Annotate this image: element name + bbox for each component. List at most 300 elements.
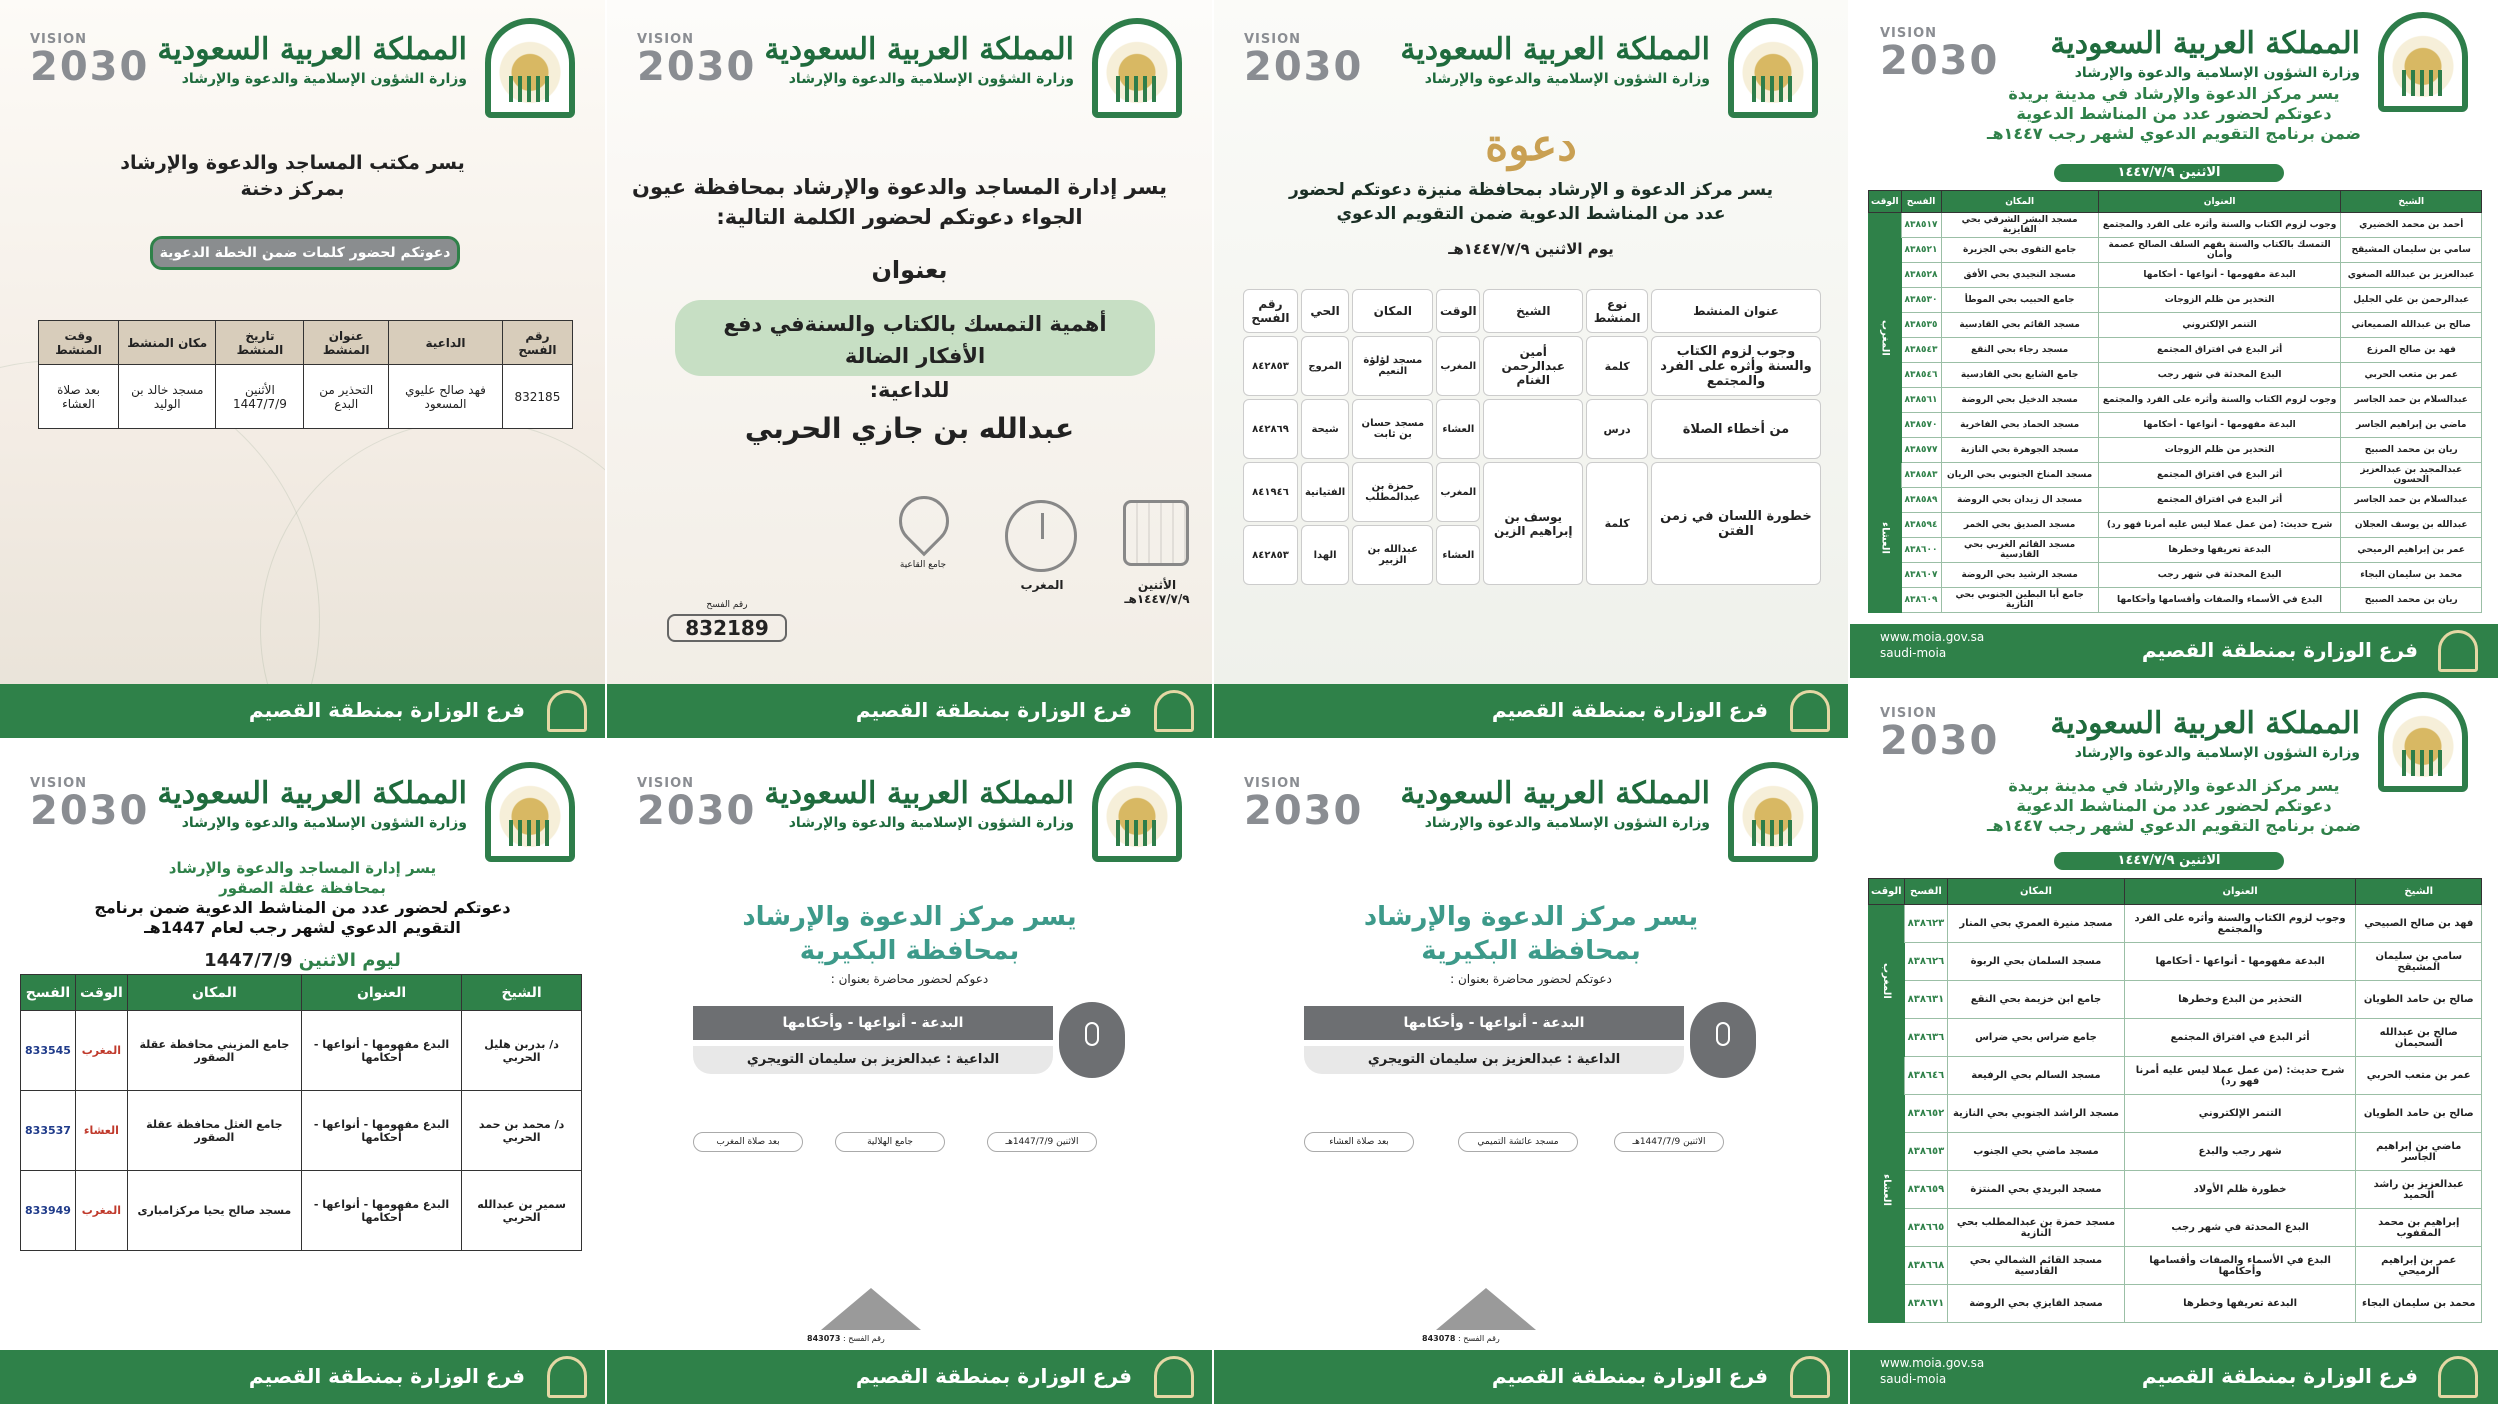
poster-header — [30, 18, 575, 128]
footer-branch: فرع الوزارة بمنطقة القصيم — [2141, 1364, 2418, 1388]
vision-year: 2030 — [637, 44, 757, 90]
poster-line1: يسر مكتب المساجد والدعوة والإرشاد — [120, 152, 465, 174]
table-cell: مسجد البشر الشرقي بحي الفايزية — [1941, 213, 2098, 238]
table-cell: مسجد النجيدي بحي الأفق — [1941, 263, 2098, 288]
vision-label: VISION — [1880, 26, 1938, 41]
table-cell: ٨٣٨٥٣٠ — [1901, 288, 1941, 313]
column-header: نوع المنشط — [1586, 289, 1648, 333]
table-cell: جامع التقوى بحي الجزيرة — [1941, 238, 2098, 263]
table-cell: ٨٣٨٥٦١ — [1901, 388, 1941, 413]
table-row — [1869, 1133, 2482, 1171]
event-day: الأثنين — [1137, 578, 1177, 592]
day-label: ليوم الاثنين — [298, 950, 401, 971]
table-cell: المغرب — [1436, 336, 1480, 396]
table-cell: المغرب — [75, 1011, 127, 1091]
column-header: الشيخ — [2341, 191, 2482, 213]
ministry-name: وزارة الشؤون الإسلامية والدعوة والإرشاد — [2074, 745, 2360, 761]
vision-2030-logo — [30, 32, 150, 90]
poster-buraidah-maghrib — [1850, 0, 2500, 680]
poster-footer — [0, 1350, 605, 1404]
vision-year: 2030 — [30, 44, 150, 90]
column-header: الداعية — [389, 321, 503, 365]
poster-header — [1880, 12, 2468, 84]
table-cell: مسجد حمزة بن عبدالمطلب بحي النازية — [1948, 1209, 2124, 1247]
vision-label: VISION — [1244, 32, 1302, 47]
table-cell: عبدالله بن الزبير — [1352, 525, 1433, 585]
table-row — [1869, 1019, 2482, 1057]
table-cell: 833537 — [21, 1091, 76, 1171]
table-cell: جامع أبا البطين الجنوبي بحي النازية — [1941, 588, 2098, 613]
table-row — [1869, 1095, 2482, 1133]
ministry-block — [157, 776, 467, 833]
vision-2030-logo — [637, 776, 757, 834]
table-cell: شهر رجب والبدع — [2124, 1133, 2356, 1171]
speaker-name: الداعية : عبدالعزيز بن سليمان التويجري — [1304, 1046, 1684, 1074]
vision-2030-logo — [1244, 32, 1364, 90]
table-cell: وجوب لزوم الكتاب والسنة وأثره على الفرد والمجتمع — [2098, 388, 2341, 413]
table-cell: ٨٣٨٦٧١ — [1904, 1285, 1948, 1323]
vision-label: VISION — [1880, 706, 1938, 721]
table-cell: عمر بن متعب الحربي — [2356, 1057, 2482, 1095]
ministry-name: وزارة الشؤون الإسلامية والدعوة والإرشاد — [788, 71, 1074, 87]
poster-footer — [1214, 684, 1848, 738]
table-row — [1869, 943, 2482, 981]
vision-year: 2030 — [637, 788, 757, 834]
column-header: الفسح — [1904, 879, 1948, 905]
table-row — [1869, 338, 2482, 363]
table-cell: عبدالعزيز بن راشد الحميد — [2356, 1171, 2482, 1209]
date-pill: الاثنين ١٤٤٧/٧/٩ — [2054, 164, 2284, 182]
table-cell: عبدالله بن يوسف العجلان — [2341, 513, 2482, 538]
poster-header — [1244, 18, 1818, 128]
ministry-mini-emblem-icon — [1154, 1356, 1194, 1398]
table-cell: مسجد خالد بن الوليد — [119, 365, 216, 429]
invite-text: دعوتكم لحضور محاضرة بعنوان : — [1450, 972, 1612, 986]
permit-label: رقم الفسح : — [1457, 1334, 1500, 1343]
table-cell: 833949 — [21, 1171, 76, 1251]
footer-branch: فرع الوزارة بمنطقة القصيم — [855, 698, 1132, 722]
permit-label: رقم الفسح : — [842, 1334, 885, 1343]
footer-branch: فرع الوزارة بمنطقة القصيم — [1491, 1364, 1768, 1388]
table-cell: أحمد بن محمد الخضيري — [2341, 213, 2482, 238]
footer-branch: فرع الوزارة بمنطقة القصيم — [855, 1364, 1132, 1388]
table-cell: عمر بن متعب الحربي — [2341, 363, 2482, 388]
poster-footer — [607, 684, 1212, 738]
table-cell: ٨٣٨٦٠٠ — [1901, 538, 1941, 563]
column-header: الشيخ — [2356, 879, 2482, 905]
table-cell: أثر البدع في افتراق المجتمع — [2098, 463, 2341, 488]
table-cell: المغرب — [1436, 462, 1480, 522]
poster-line3: دعوتكم لحضور عدد من المناشط الدعوية ضمن برنامج — [94, 898, 511, 917]
column-header: الفسح — [1901, 191, 1941, 213]
table-cell: ٨٣٨٦٢٦ — [1904, 943, 1948, 981]
event-place: جامع القاعية — [899, 560, 947, 570]
event-date: الاثنين 1447/7/9هـ — [1614, 1132, 1724, 1152]
ministry-mini-emblem-icon — [547, 690, 587, 732]
table-cell: ٨٣٨٥٣٥ — [1901, 313, 1941, 338]
table-cell: مسجد الدخيل بحي الروضة — [1941, 388, 2098, 413]
table-row — [1869, 463, 2482, 488]
poster-line2: بمحافظة البكيرية — [1421, 936, 1641, 966]
table-cell: ٨٣٨٦٢٣ — [1904, 905, 1948, 943]
vision-year: 2030 — [30, 788, 150, 834]
activity-type: درس — [1586, 399, 1648, 459]
table-cell: الهدا — [1301, 525, 1349, 585]
column-header: الفسح — [21, 975, 76, 1011]
table-cell: خطورة ظلم الأولاد — [2124, 1171, 2356, 1209]
ministry-block — [1400, 776, 1710, 833]
table-cell: التحذير من البدع وخطرها — [2124, 981, 2356, 1019]
ministry-block — [764, 776, 1074, 833]
table-cell: ٨٣٨٥٢١ — [1901, 238, 1941, 263]
table-cell: مسجد المناخ الجنوبي بحي الريان — [1941, 463, 2098, 488]
table-cell: عمر بن إبراهيم الرميحي — [2341, 538, 2482, 563]
ministry-name: وزارة الشؤون الإسلامية والدعوة والإرشاد — [181, 815, 467, 831]
table-cell: ٨٤٢٨٥٣ — [1243, 525, 1298, 585]
table-cell: التحذير من ظلم الزوجات — [2098, 438, 2341, 463]
table-cell: البدع مفهومها - أنواعها - أحكامها — [301, 1091, 461, 1171]
table-cell: شرح حديث: (من عمل عملا ليس عليه أمرنا فهو رد) — [2124, 1057, 2356, 1095]
table-cell: جامع الحبيب بحي الموطأ — [1941, 288, 2098, 313]
table-cell: فهد بن صالح الصبيحي — [2356, 905, 2482, 943]
table-row — [1869, 388, 2482, 413]
table-cell: مسجد السلمان بحي الربوة — [1948, 943, 2124, 981]
table-row — [1869, 1247, 2482, 1285]
ministry-block — [1400, 32, 1710, 89]
table-cell: ٨٤٢٨٦٩ — [1243, 399, 1298, 459]
activity-table — [1868, 190, 2482, 613]
vision-2030-logo — [1244, 776, 1364, 834]
ministry-block — [2050, 706, 2360, 763]
poster-line1: يسر إدارة المساجد والدعوة والإرشاد — [168, 859, 437, 877]
table-row — [1869, 563, 2482, 588]
clock-icon — [1005, 500, 1077, 572]
table-cell: مسجد السالم بحي الرفيعة — [1948, 1057, 2124, 1095]
table-row — [1869, 981, 2482, 1019]
table-cell: مسجد الحماد بحي الفاخرية — [1941, 413, 2098, 438]
decorative-triangle — [1436, 1288, 1536, 1330]
microphone-icon — [1690, 1002, 1756, 1078]
ministry-emblem-icon — [1092, 762, 1182, 862]
table-cell: مسجد القائم الغربي بحي القادسية — [1941, 538, 2098, 563]
event-time: المغرب — [1020, 578, 1064, 592]
activity-type: كلمة — [1586, 336, 1648, 396]
table-cell: مسجد صالح يحيا مركزامبارى — [127, 1171, 301, 1251]
column-header: العنوان — [2124, 879, 2356, 905]
column-header: عنوان المنشط — [304, 321, 389, 365]
column-header: تاريخ المنشط — [216, 321, 304, 365]
poster-line2: بمحافظة البكيرية — [799, 936, 1020, 966]
poster-line1: يسر مركز الدعوة والإرشاد — [1363, 902, 1699, 932]
kingdom-name: المملكة العربية السعودية — [157, 32, 467, 67]
day-date: 1447/7/9 — [204, 950, 293, 971]
table-row — [1869, 263, 2482, 288]
table-cell: مسجد منيرة العمري بحي المنار — [1948, 905, 2124, 943]
table-cell: ٨٣٨٥٨٩ — [1901, 488, 1941, 513]
vision-label: VISION — [1244, 776, 1302, 791]
ministry-emblem-icon — [1728, 18, 1818, 118]
lecture-title: البدعة - أنواعها - وأحكامها — [1304, 1006, 1684, 1040]
event-time: بعد صلاة العشاء — [1304, 1132, 1414, 1152]
poster-header — [1880, 692, 2468, 772]
ministry-name: وزارة الشؤون الإسلامية والدعوة والإرشاد — [2074, 65, 2360, 81]
social-handle: saudi-moia — [1880, 1372, 1947, 1386]
table-cell: البدع مفهومها - أنواعها - أحكامها — [301, 1011, 461, 1091]
table-cell: مسجد القائم الشمالي بحي القادسية — [1948, 1247, 2124, 1285]
table-cell: ٨٣٨٦٣٦ — [1904, 1019, 1948, 1057]
poster-bukayriyah-isha — [1214, 740, 1850, 1406]
table-row — [1869, 588, 2482, 613]
table-cell: أثر البدع في افتراق المجتمع — [2124, 1019, 2356, 1057]
table-cell: الأثنين 1447/7/9 — [216, 365, 304, 429]
poster-line1: يسر مركز الدعوة والإرشاد في مدينة بريدة — [2008, 84, 2340, 103]
table-cell: ٨٣٨٦٥٩ — [1904, 1171, 1948, 1209]
table-cell: مسجد الصديق بحي الخمر — [1941, 513, 2098, 538]
table-cell: البدعة مفهومها - أنواعها - أحكامها — [2124, 943, 2356, 981]
ministry-block — [764, 32, 1074, 89]
table-cell: الفتيانية — [1301, 462, 1349, 522]
column-header: الشيخ — [1483, 289, 1583, 333]
prayer-time-label: المغرب — [1869, 905, 1905, 1057]
table-row — [1869, 1209, 2482, 1247]
table-cell: ريان بن محمد الصبيح — [2341, 438, 2482, 463]
ministry-mini-emblem-icon — [1154, 690, 1194, 732]
calendar-icon — [1123, 500, 1189, 566]
table-cell: فهد صالح عليوي المسعود — [389, 365, 503, 429]
location-pin-icon — [889, 486, 960, 557]
decorative-triangle — [821, 1288, 921, 1330]
column-header: المكان — [1941, 191, 2098, 213]
table-cell: التحذير من البدع — [304, 365, 389, 429]
table-row — [21, 1171, 582, 1251]
table-cell: البدعة مفهومها - أنواعها - أحكامها — [2098, 413, 2341, 438]
event-place: مسجد عائشة التميمي — [1458, 1132, 1578, 1152]
event-place: جامع الهلالية — [835, 1132, 945, 1152]
ministry-name: وزارة الشؤون الإسلامية والدعوة والإرشاد — [1424, 815, 1710, 831]
table-cell: ٨٣٨٥٧٧ — [1901, 438, 1941, 463]
column-header: رقم الفسح — [502, 321, 572, 365]
column-header: العنوان — [301, 975, 461, 1011]
table-cell: صالح بن حامد الطويان — [2356, 981, 2482, 1019]
table-cell: فهد بن صالح المرزع — [2341, 338, 2482, 363]
ministry-mini-emblem-icon — [1790, 1356, 1830, 1398]
kingdom-name: المملكة العربية السعودية — [2050, 26, 2360, 61]
table-cell: ٨٤١٩٤٦ — [1243, 462, 1298, 522]
ministry-emblem-icon — [485, 762, 575, 862]
table-row — [21, 1011, 582, 1091]
poster-line2: دعوتكم لحضور عدد من المناشط الدعوية — [2016, 796, 2332, 815]
social-handle: saudi-moia — [1880, 646, 1947, 660]
poster-line3: ضمن برنامج التقويم الدعوي لشهر رجب ١٤٤٧هـ — [1986, 124, 2361, 143]
kingdom-name: المملكة العربية السعودية — [764, 32, 1074, 67]
table-cell: سامي بن سليمان المشيقح — [2356, 943, 2482, 981]
vision-year: 2030 — [1244, 44, 1364, 90]
table-cell: وجوب لزوم الكتاب والسنة وأثره على الفرد والمجتمع — [2098, 213, 2341, 238]
column-header: الحي — [1301, 289, 1349, 333]
table-cell: ٨٣٨٦٥٣ — [1904, 1133, 1948, 1171]
table-cell: شرح حديث: (من عمل عملا ليس عليه أمرنا فهو رد) — [2098, 513, 2341, 538]
table-cell: ٨٣٨٦٦٨ — [1904, 1247, 1948, 1285]
table-cell: المغرب — [75, 1171, 127, 1251]
activity-title: من أخطاء الصلاة — [1651, 399, 1821, 459]
vision-year: 2030 — [1244, 788, 1364, 834]
table-cell: التحذير من ظلم الزوجات — [2098, 288, 2341, 313]
ministry-mini-emblem-icon — [2438, 630, 2478, 672]
table-cell: سمير بن عبدالله الحربي — [462, 1171, 582, 1251]
table-cell: جامع الغثل محافظة عقلة الصقور — [127, 1091, 301, 1171]
table-cell: البدع في الأسماء والصفات وأقسامها وأحكامها — [2098, 588, 2341, 613]
table-cell: عبدالعزيز بن عبدالله الصغوي — [2341, 263, 2482, 288]
poster-buraidah-isha — [1850, 680, 2500, 1406]
table-row — [1869, 213, 2482, 238]
table-cell: البدع في الأسماء والصفات وأقسامها وأحكامها — [2124, 1247, 2356, 1285]
sheikh-name — [1483, 399, 1583, 459]
table-cell: مسجد ماضي بحي الجنوب — [1948, 1133, 2124, 1171]
davah-calligraphy: دعوة — [1485, 120, 1577, 171]
table-cell: العشاء — [75, 1091, 127, 1171]
ministry-name: وزارة الشؤون الإسلامية والدعوة والإرشاد — [1424, 71, 1710, 87]
footer-branch: فرع الوزارة بمنطقة القصيم — [1491, 698, 1768, 722]
table-cell: شيحة — [1301, 399, 1349, 459]
vision-label: VISION — [30, 32, 88, 47]
kingdom-name: المملكة العربية السعودية — [2050, 706, 2360, 741]
table-cell: جامع الشايع بحي القادسية — [1941, 363, 2098, 388]
table-cell: ٨٣٨٥١٧ — [1901, 213, 1941, 238]
poster-line3: ضمن برنامج التقويم الدعوي لشهر رجب ١٤٤٧هـ — [1986, 816, 2361, 835]
table-row — [1869, 1171, 2482, 1209]
table-cell: ٨٤٢٨٥٣ — [1243, 336, 1298, 396]
kingdom-name: المملكة العربية السعودية — [1400, 32, 1710, 67]
invite-text: دعوكم لحضور محاضرة بعنوان : — [830, 972, 989, 986]
poster-line4: التقويم الدعوي لشهر رجب لعام 1447هـ — [144, 918, 461, 937]
event-date: يوم الاثنين ١٤٤٧/٧/٩هـ — [1448, 240, 1614, 258]
table-cell: مسجد الجوهرة بحي النازية — [1941, 438, 2098, 463]
table-row — [1869, 413, 2482, 438]
table-cell: وجوب لزوم الكتاب والسنة وأثره على الفرد والمجتمع — [2124, 905, 2356, 943]
table-cell: ٨٣٨٥٩٤ — [1901, 513, 1941, 538]
event-date: الاثنين 1447/7/9هـ — [987, 1132, 1097, 1152]
site-url: www.moia.gov.sa — [1880, 1356, 1985, 1370]
permit-number: 843078 — [1422, 1334, 1456, 1343]
table-row — [1869, 538, 2482, 563]
table-cell: إبراهيم بن محمد المقفوب — [2356, 1209, 2482, 1247]
activity-table — [1868, 878, 2482, 1323]
column-header: عنوان المنشط — [1651, 289, 1821, 333]
table-row — [1869, 905, 2482, 943]
table-cell: مسجد رجاء بحي النقع — [1941, 338, 2098, 363]
speaker-name: عبدالله بن جازي الحربي — [744, 412, 1075, 445]
footer-branch: فرع الوزارة بمنطقة القصيم — [248, 698, 525, 722]
table-cell: أثر البدع في افتراق المجتمع — [2098, 488, 2341, 513]
poster-line2: بمركز دخنة — [240, 178, 345, 200]
table-cell: ماضي بن إبراهيم الجاسر — [2356, 1133, 2482, 1171]
activity-type: كلمة — [1586, 462, 1648, 585]
table-cell: مسجد الفايزي بحي الروضة — [1948, 1285, 2124, 1323]
vision-year: 2030 — [1880, 718, 2000, 764]
table-cell: صالح بن عبدالله الصميعاني — [2341, 313, 2482, 338]
table-row — [1869, 1057, 2482, 1095]
column-header: الشيخ — [462, 975, 582, 1011]
ministry-name: وزارة الشؤون الإسلامية والدعوة والإرشاد — [181, 71, 467, 87]
table-cell: التنمر الإلكتروني — [2124, 1095, 2356, 1133]
prayer-time-label: العشاء — [1869, 463, 1902, 613]
table-cell: المروج — [1301, 336, 1349, 396]
poster-uyun-aljiwa — [607, 0, 1214, 740]
poster-line1: يسر مركز الدعوة والإرشاد — [742, 902, 1077, 932]
table-cell: البدع مفهومها - أنواعها - أحكامها — [301, 1171, 461, 1251]
column-header: الوقت — [1869, 879, 1905, 905]
table-cell: البدع المحدثة في شهر رجب — [2098, 363, 2341, 388]
table-row — [1869, 488, 2482, 513]
table-cell: بعد صلاة العشاء — [39, 365, 119, 429]
poster-line2: بمحافظة عقلة الصقور — [219, 879, 386, 897]
column-header: رقم الفسح — [1243, 289, 1298, 333]
table-cell: 832185 — [502, 365, 572, 429]
table-row — [1869, 313, 2482, 338]
table-cell: محمد بن سليمان البجاء — [2341, 563, 2482, 588]
table-cell: التنمر الإلكتروني — [2098, 313, 2341, 338]
poster-header — [30, 762, 575, 872]
sheikh-name: أمين عبدالرحمن الغنام — [1483, 336, 1583, 396]
event-date: ١٤٤٧/٧/٩هـ — [1124, 592, 1190, 606]
ministry-mini-emblem-icon — [2438, 1356, 2478, 1398]
table-row — [1869, 363, 2482, 388]
table-cell: عبدالسلام بن حمد الجاسر — [2341, 488, 2482, 513]
table-cell: ٨٣٨٥٧٠ — [1901, 413, 1941, 438]
microphone-icon — [1059, 1002, 1125, 1078]
prayer-time-label: العشاء — [1869, 1057, 1905, 1323]
table-cell: عبدالمجيد بن عبدالعزيز الحسون — [2341, 463, 2482, 488]
vision-2030-logo — [30, 776, 150, 834]
table-cell: عبدالسلام بن حمد الجاسر — [2341, 388, 2482, 413]
table-row — [1869, 288, 2482, 313]
column-header: الوقت — [1869, 191, 1902, 213]
poster-line1: يسر مركز الدعوة والإرشاد في مدينة بريدة — [2008, 776, 2340, 795]
ministry-name: وزارة الشؤون الإسلامية والدعوة والإرشاد — [788, 815, 1074, 831]
poster-footer — [0, 684, 605, 738]
table-row — [1243, 462, 1821, 522]
table-cell: ٨٣٨٦٠٧ — [1901, 563, 1941, 588]
ministry-emblem-icon — [485, 18, 575, 118]
kingdom-name: المملكة العربية السعودية — [1400, 776, 1710, 811]
table-cell: ٨٣٨٥٤٦ — [1901, 363, 1941, 388]
ministry-mini-emblem-icon — [1790, 690, 1830, 732]
ministry-block — [157, 32, 467, 89]
poster-uqlat-alsuqur — [0, 740, 607, 1406]
table-cell: ٨٣٨٦٤٦ — [1904, 1057, 1948, 1095]
table-cell: ريان بن محمد الصبيح — [2341, 588, 2482, 613]
footer-branch: فرع الوزارة بمنطقة القصيم — [248, 1364, 525, 1388]
table-cell: العشاء — [1436, 399, 1480, 459]
table-cell: جامع ضراس بحي ضراس — [1948, 1019, 2124, 1057]
site-url: www.moia.gov.sa — [1880, 630, 1985, 644]
lecture-title: البدعة - أنواعها - وأحكامها — [693, 1006, 1053, 1040]
table-cell: ٨٣٨٦٠٩ — [1901, 588, 1941, 613]
table-cell: ماضي بن إبراهيم الجاسر — [2341, 413, 2482, 438]
invite-banner: دعوتكم لحضور كلمات ضمن الخطة الدعوية — [150, 236, 460, 270]
activity-table — [1240, 286, 1824, 588]
table-row — [1869, 238, 2482, 263]
column-header: الوقت — [1436, 289, 1480, 333]
column-header: الوقت — [75, 975, 127, 1011]
poster-dakhna — [0, 0, 607, 740]
table-cell: البدع المحدثة في شهر رجب — [2124, 1209, 2356, 1247]
table-row — [1243, 399, 1821, 459]
lecture-title: أهمية التمسك بالكتاب والسنةفي دفع الأفكار الضالة — [675, 300, 1155, 376]
column-header: مكان المنشط — [119, 321, 216, 365]
table-cell: د/ محمد بن حمد الحربي — [462, 1091, 582, 1171]
poster-bukayriyah-maghrib — [607, 740, 1214, 1406]
